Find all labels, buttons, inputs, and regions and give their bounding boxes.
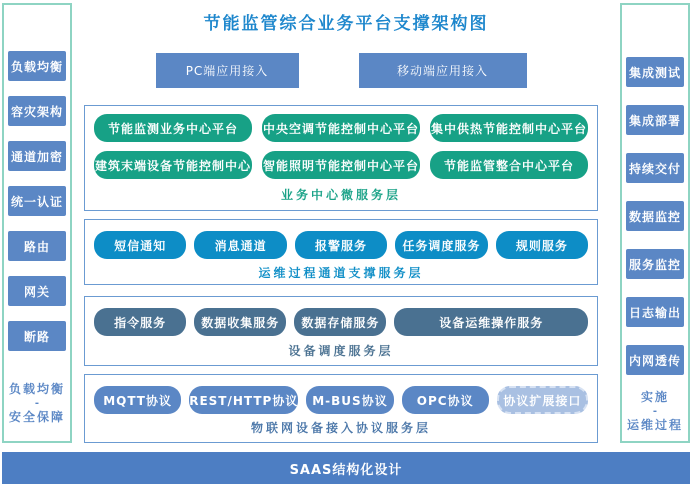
left-sidebar-item: 断路	[8, 321, 66, 351]
layer-2-pill: 设备运维操作服务	[394, 308, 588, 336]
layer-1-row	[85, 231, 597, 259]
layer-1-pill: 消息通道	[194, 231, 286, 259]
layer-3-pill: OPC协议	[402, 386, 489, 414]
left-sidebar-item: 容灾架构	[8, 96, 66, 126]
right-caption-line1: 实施	[640, 390, 669, 404]
layer-3-row	[85, 386, 597, 414]
layer-0-pill: 集中供热节能控制中心平台	[430, 114, 588, 142]
layer-1-pill: 规则服务	[496, 231, 588, 259]
layer-1-pill: 短信通知	[94, 231, 186, 259]
right-sidebar-caption	[627, 389, 683, 435]
left-caption-line2: 安全保障	[8, 410, 65, 425]
layer-1-label: 运维过程通道支撑服务层	[258, 266, 424, 280]
right-sidebar-item: 数据监控	[626, 201, 684, 231]
layer-0-pill: 中央空调节能控制中心平台	[262, 114, 420, 142]
left-sidebar-item: 路由	[8, 231, 66, 261]
layer-1	[84, 219, 598, 285]
right-sidebar-item: 集成测试	[626, 57, 684, 87]
left-sidebar-item: 通道加密	[8, 141, 66, 171]
layer-0-row	[85, 151, 597, 179]
layer-2-pill: 数据收集服务	[194, 308, 286, 336]
right-sidebar-item: 服务监控	[626, 249, 684, 279]
left-sidebar-item: 统一认证	[8, 186, 66, 216]
access-button-0: PC端应用接入	[156, 53, 299, 88]
right-sidebar-item: 集成部署	[626, 105, 684, 135]
layer-1-pill: 报警服务	[295, 231, 387, 259]
diagram-title: 节能监管综合业务平台支撑架构图	[203, 14, 489, 34]
layer-3-label: 物联网设备接入协议服务层	[250, 421, 431, 435]
layer-0	[84, 105, 598, 211]
layer-2-pill: 数据存储服务	[294, 308, 386, 336]
layer-0-row	[85, 114, 597, 142]
layer-3	[84, 374, 598, 443]
layer-1-pill: 任务调度服务	[395, 231, 487, 259]
left-sidebar	[2, 3, 72, 443]
right-sidebar-item: 持续交付	[626, 153, 684, 183]
left-sidebar-item: 负载均衡	[8, 51, 66, 81]
access-buttons-row	[84, 53, 598, 88]
layer-2-pill: 指令服务	[94, 308, 186, 336]
left-sidebar-item: 网关	[8, 276, 66, 306]
right-sidebar	[620, 3, 690, 443]
layer-3-pill: REST/HTTP协议	[189, 386, 298, 414]
layer-3-pill: MQTT协议	[94, 386, 181, 414]
right-caption-dash: -	[652, 406, 658, 418]
access-button-1: 移动端应用接入	[359, 53, 527, 88]
layer-0-pill: 节能监管整合中心平台	[430, 151, 588, 179]
right-sidebar-item: 日志输出	[626, 297, 684, 327]
left-sidebar-caption	[9, 381, 65, 427]
right-sidebar-item: 内网透传	[626, 345, 684, 375]
left-caption-dash: -	[34, 398, 40, 410]
layer-0-pill: 建筑末端设备节能控制中心	[94, 151, 252, 179]
layer-0-pill: 节能监测业务中心平台	[94, 114, 252, 142]
layer-0-pill: 智能照明节能控制中心平台	[262, 151, 420, 179]
footer-bar: SAAS结构化设计	[2, 452, 690, 484]
layer-0-label: 业务中心微服务层	[280, 188, 401, 202]
protocol-extension-pill: 协议扩展接口	[497, 386, 588, 414]
layer-2-label: 设备调度服务层	[288, 344, 394, 358]
layer-3-pill: M-BUS协议	[306, 386, 393, 414]
left-caption-line1: 负载均衡	[8, 382, 65, 396]
right-caption-line2: 运维过程	[626, 418, 683, 433]
layer-2	[84, 296, 598, 366]
layer-2-row	[85, 308, 597, 336]
